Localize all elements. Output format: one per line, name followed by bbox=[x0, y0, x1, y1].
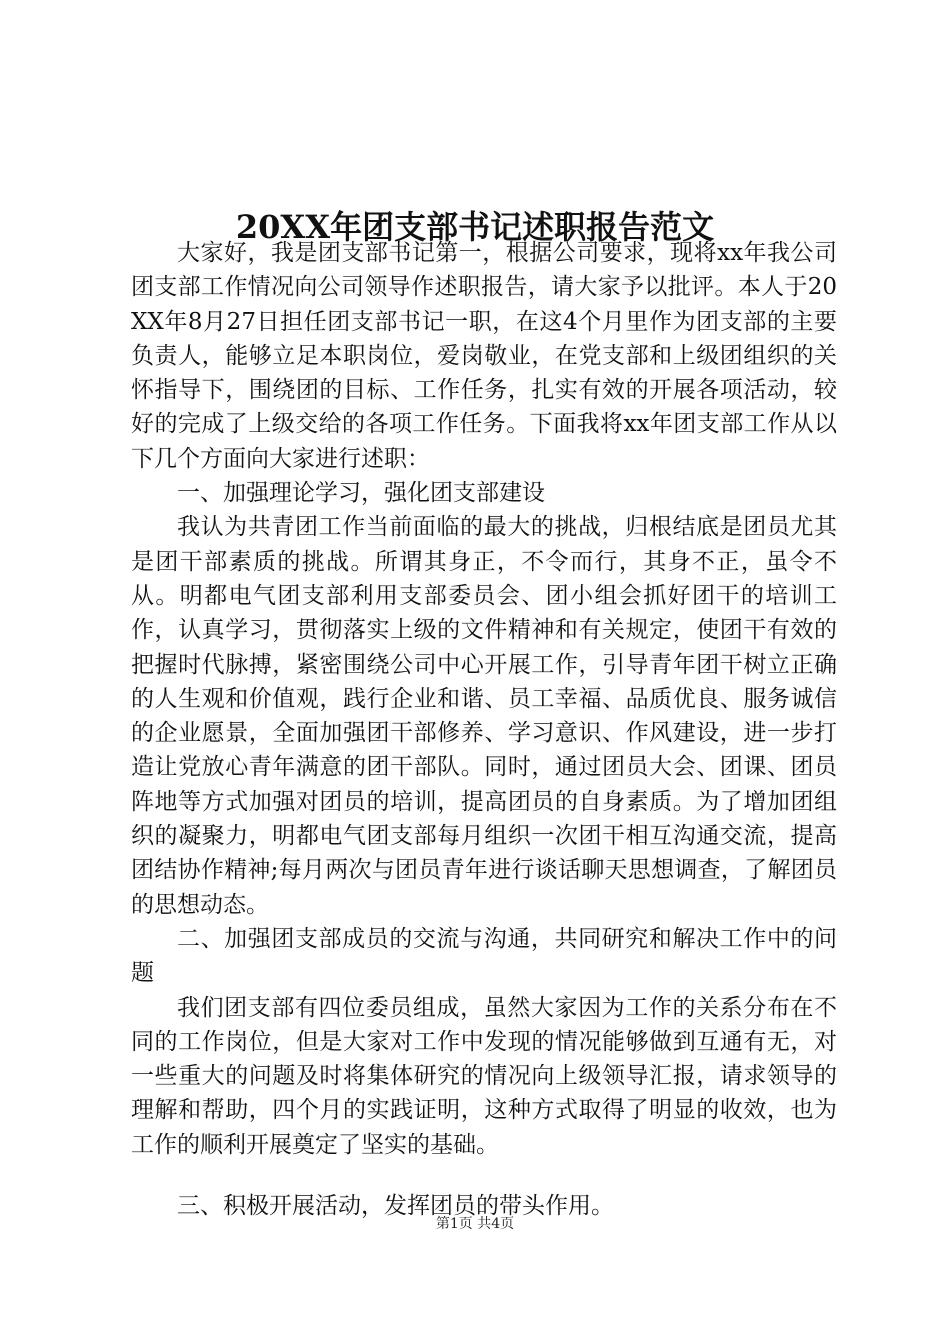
paragraph-intro: 大家好，我是团支部书记第一，根据公司要求，现将xx年我公司团支部工作情况向公司领导作述职报告，请大家予以批评。本人于20XX年8月27日担任团支部书记一职，在这4个月里作为团支部的主要负责人，能够立足本职岗位，爱岗敬业，在党支部和上级团组织的关怀指导下，围绕团的目标、工作任务，扎实有效的开展各项活动，较好的完成了上级交给的各项工作任务。下面我将xx年团支部工作从以下几个方面向大家进行述职： bbox=[131, 240, 837, 472]
paragraph-section-1: 我认为共青团工作当前面临的最大的挑战，归根结底是团员尤其是团干部素质的挑战。所谓其身正，不令而行，其身不正，虽令不从。明都电气团支部利用支部委员会、团小组会抓好团干的培训工作，认真学习，贯彻落实上级的文件精神和有关规定，使团干有效的把握时代脉搏，紧密围绕公司中心开展工作，引导青年团干树立正确的人生观和价值观，践行企业和谐、员工幸福、品质优良、服务诚信的企业愿景，全面加强团干部修养、学习意识、作风建设，进一步打造让党放心青年满意的团干部队。同时，通过团员大会、团课、团员阵地等方式加强对团员的培训，提高团员的自身素质。为了增加团组织的凝聚力，明都电气团支部每月组织一次团干相互沟通交流，提高团结协作精神;每月两次与团员青年进行谈话聊天思想调查，了解团员的思想动态。 bbox=[131, 514, 837, 918]
paragraph-section-2: 我们团支部有四位委员组成，虽然大家因为工作的关系分布在不同的工作岗位，但是大家对工作中发现的情况能够做到互通有无，对一些重大的问题及时将集体研究的情况向上级领导汇报，请求领导的理解和帮助，四个月的实践证明，这种方式取得了明显的收效，也为工作的顺利开展奠定了坚实的基础。 bbox=[131, 994, 837, 1158]
document-body bbox=[131, 236, 837, 1223]
document-title: 20XX年团支部书记述职报告范文 bbox=[235, 208, 715, 247]
section-heading-3: 三、积极开展活动，发挥团员的带头作用。 bbox=[177, 1193, 614, 1220]
section-heading-1: 一、加强理论学习，强化团支部建设 bbox=[177, 480, 545, 507]
section-heading-2: 二、加强团支部成员的交流与沟通，共同研究和解决工作中的问题 bbox=[131, 925, 837, 987]
page-footer: 第1页 共4页 bbox=[435, 1216, 515, 1232]
